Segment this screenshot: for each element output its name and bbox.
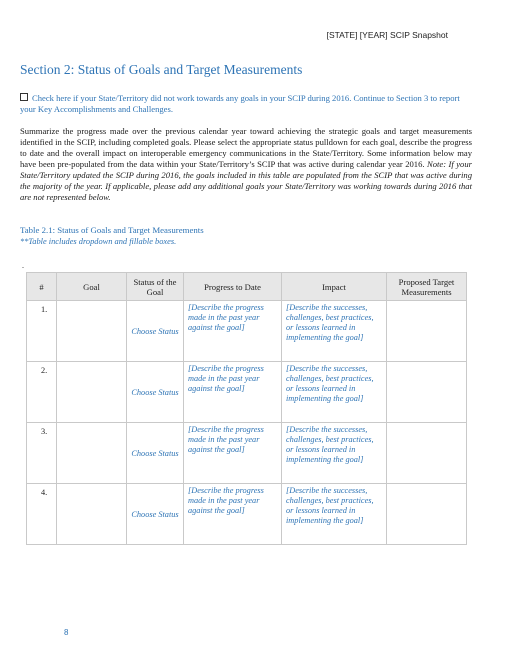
status-dropdown[interactable]: [127, 301, 184, 362]
section-title: Section 2: Status of Goals and Target Measurements: [20, 62, 303, 77]
proposed-targets-field[interactable]: [387, 362, 467, 423]
goal-field[interactable]: [57, 423, 127, 484]
status-dropdown-value: Choose Status: [131, 449, 179, 458]
table-row: [27, 423, 467, 484]
progress-field[interactable]: [184, 423, 282, 484]
row-number: 1.: [27, 301, 57, 362]
progress-field[interactable]: [184, 484, 282, 545]
impact-placeholder: [Describe the successes, challenges, best practices, or lessons learned in implementing the goal]: [286, 486, 374, 525]
proposed-targets-field[interactable]: [387, 301, 467, 362]
status-dropdown[interactable]: [127, 362, 184, 423]
no-goals-checkbox[interactable]: [20, 93, 28, 101]
table-header-row: [27, 273, 467, 301]
header-goal: Goal: [57, 273, 127, 301]
page-header: [STATE] [YEAR] SCIP Snapshot: [326, 30, 448, 40]
stray-mark: .: [22, 261, 24, 270]
impact-placeholder: [Describe the successes, challenges, best practices, or lessons learned in implementing the goal]: [286, 364, 374, 403]
status-dropdown-value: Choose Status: [131, 388, 179, 397]
impact-field[interactable]: [282, 423, 387, 484]
proposed-targets-field[interactable]: [387, 484, 467, 545]
row-number: 3.: [27, 423, 57, 484]
progress-field[interactable]: [184, 362, 282, 423]
progress-placeholder: [Describe the progress made in the past year against the goal]: [188, 486, 264, 515]
table-row: [27, 362, 467, 423]
header-status: Status of the Goal: [127, 273, 184, 301]
progress-field[interactable]: [184, 301, 282, 362]
table-note: **Table includes dropdown and fillable boxes.: [20, 237, 177, 246]
progress-placeholder: [Describe the progress made in the past year against the goal]: [188, 303, 264, 332]
header-progress: Progress to Date: [184, 273, 282, 301]
table-row: [27, 301, 467, 362]
no-goals-checkbox-label: Check here if your State/Territory did not work towards any goals in your SCIP during 2016. Continue to Section 3 to report your Key Accomplishments and Challenges.: [20, 93, 460, 114]
impact-field[interactable]: [282, 301, 387, 362]
row-number: 4.: [27, 484, 57, 545]
proposed-targets-field[interactable]: [387, 423, 467, 484]
impact-field[interactable]: [282, 362, 387, 423]
summary-note: Note: If your State/Territory updated the SCIP during 2016, the goals included in this table are populated from the SCIP that was active during the majority of the year. If applicable, please add any additional goals your State/Territory was working towards during 2016 that are not represented below.: [20, 159, 472, 202]
goal-field[interactable]: [57, 301, 127, 362]
goal-field[interactable]: [57, 484, 127, 545]
row-number: 2.: [27, 362, 57, 423]
status-dropdown[interactable]: [127, 484, 184, 545]
no-goals-checkbox-row[interactable]: [20, 93, 472, 115]
summary-instructions: [20, 126, 472, 203]
impact-field[interactable]: [282, 484, 387, 545]
impact-placeholder: [Describe the successes, challenges, best practices, or lessons learned in implementing the goal]: [286, 303, 374, 342]
impact-placeholder: [Describe the successes, challenges, best practices, or lessons learned in implementing the goal]: [286, 425, 374, 464]
status-dropdown-value: Choose Status: [131, 510, 179, 519]
page-number: 8: [64, 628, 69, 637]
goal-field[interactable]: [57, 362, 127, 423]
progress-placeholder: [Describe the progress made in the past year against the goal]: [188, 425, 264, 454]
header-number: #: [27, 273, 57, 301]
progress-placeholder: [Describe the progress made in the past year against the goal]: [188, 364, 264, 393]
header-proposed-targets: Proposed Target Measurements: [387, 273, 467, 301]
table-row: [27, 484, 467, 545]
status-dropdown[interactable]: [127, 423, 184, 484]
table-caption: Table 2.1: Status of Goals and Target Measurements: [20, 225, 204, 235]
summary-text: Summarize the progress made over the previous calendar year toward achieving the strategic goals and target measurements identified in the SCIP, including completed goals. Please select the appropriate status pulldown for each goal, describe the progress to date and the overall impact on interoperable emergency communications in the State/Territory. Some information below may have been pre-populated from the data within your State/Territory’s SCIP that was active during calendar year 2016.: [20, 126, 472, 169]
status-dropdown-value: Choose Status: [131, 327, 179, 336]
goals-table: [26, 272, 467, 545]
header-impact: Impact: [282, 273, 387, 301]
